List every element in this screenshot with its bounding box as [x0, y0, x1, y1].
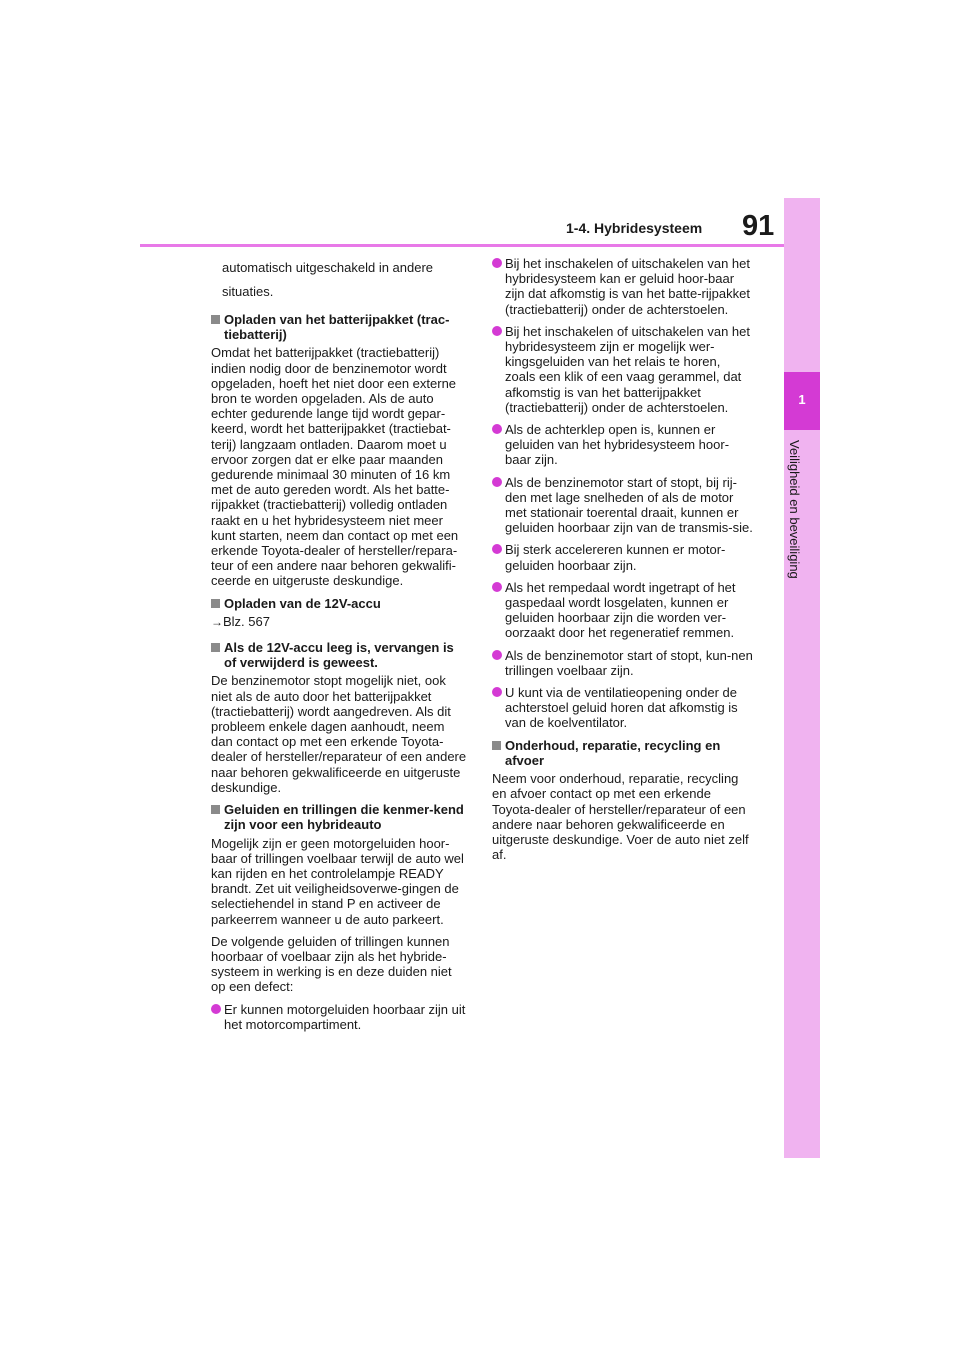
list-item	[492, 256, 754, 317]
list-item-text: Als de benzinemotor start of stopt, kun-nen trillingen voelbaar zijn.	[505, 647, 753, 678]
section-heading	[211, 312, 469, 342]
paragraph: Mogelijk zijn er geen motorgeluiden hoor-baar of trillingen voelbaar terwijl de auto wel kan rijden en het controlelampje READY brandt. Zet uit veiligheidsoverwe-gingen de selectiehendel in stand P en activeer de parkeerrem wanneer u de auto parkeert.	[211, 835, 464, 927]
square-bullet-icon	[211, 643, 220, 652]
square-bullet-icon	[492, 741, 501, 750]
list-item-text: Als het rempedaal wordt ingetrapt of het gaspedaal wordt losgelaten, kunnen er geluiden hoorbaar zijn die worden ver-oorzaakt door het regeneratief remmen.	[505, 579, 736, 641]
intro-text: automatisch uitgeschakeld in andere situaties.	[222, 260, 434, 299]
chapter-title: Veiligheid en beveiliging	[787, 440, 802, 579]
list-item	[492, 685, 754, 731]
circle-bullet-icon	[492, 477, 502, 487]
section-heading	[492, 738, 754, 768]
list-item-text: Als de achterklep open is, kunnen er geluiden van het hybridesysteem hoor-baar zijn.	[505, 422, 730, 468]
paragraph: Omdat het batterijpakket (tractiebatterij) indien nodig door de benzinemotor wordt opgeladen, hoeft het niet door een externe bron te worden opgeladen. Als de auto echter gedurende lange tijd wordt gepar-keerd, wordt het batterijpakket (tractiebat-terij) langzaam ontladen. Daarom moet u ervoor zorgen dat er elke paar maanden gedurende minimaal 30 minuten of 16 km met de auto gereden wordt. Als het batte-rijpakket (tractiebatterij) volledig ontladen raakt en u het hybridesysteem niet meer kunt starten, neem dan contact op met een erkende Toyota-dealer of hersteller/repara-teur of een andere naar behoren gekwalifi-ceerde en uitgeruste deskundige.	[211, 345, 459, 589]
square-bullet-icon	[211, 599, 220, 608]
page-reference	[211, 614, 469, 630]
section-heading	[211, 596, 469, 611]
circle-bullet-icon	[492, 582, 502, 592]
heading-text: Als de 12V-accu leeg is, vervangen is of verwijderd is geweest.	[224, 640, 454, 671]
list-item	[492, 422, 754, 468]
list-item	[492, 580, 754, 641]
circle-bullet-icon	[211, 1004, 221, 1014]
list-item	[492, 542, 754, 572]
list-item-text: Bij sterk accelereren kunnen er motor-geluiden hoorbaar zijn.	[505, 542, 726, 573]
list-item	[211, 1002, 469, 1032]
heading-text: Geluiden en trillingen die kenmer-kend zijn voor een hybrideauto	[224, 802, 464, 833]
left-column	[211, 256, 469, 1039]
section-heading	[211, 802, 469, 832]
list-item-text: Er kunnen motorgeluiden hoorbaar zijn uit het motorcompartiment.	[224, 1001, 466, 1032]
square-bullet-icon	[211, 805, 220, 814]
page-reference-link[interactable]: Blz. 567	[223, 613, 270, 629]
list-item-text: Bij het inschakelen of uitschakelen van het hybridesysteem zijn er mogelijk wer-kingsgeluiden van het relais te horen, zoals een klik of een vaag gerammel, dat afkomstig is van het batterijpakket (tractiebatterij) onder de achterstoelen.	[505, 323, 750, 415]
right-column	[492, 256, 754, 869]
paragraph: De benzinemotor stopt mogelijk niet, ook niet als de auto door het batterijpakket (tractiebatterij) wordt aangedreven. Als dit probleem enkele dagen aanhoudt, neem dan contact op met een erkende Toyota-dealer of hersteller/reparateur of een andere naar behoren gekwalificeerde en uitgeruste deskundige.	[211, 673, 467, 795]
paragraph: Neem voor onderhoud, reparatie, recycling en afvoer contact op met een erkende Toyota-dealer of hersteller/reparateur of een andere naar behoren gekwalificeerde en uitgeruste deskundige. Voer de auto niet zelf af.	[492, 771, 749, 863]
circle-bullet-icon	[492, 258, 502, 268]
heading-text: Opladen van het batterijpakket (trac-tiebatterij)	[224, 312, 450, 343]
list-item	[492, 324, 754, 415]
chapter-number: 1	[798, 392, 806, 407]
section-title: 1-4. Hybridesysteem	[566, 220, 703, 236]
circle-bullet-icon	[492, 650, 502, 660]
list-item	[492, 475, 754, 536]
arrow-right-icon: →	[211, 614, 223, 629]
chapter-side-tab	[784, 198, 820, 1158]
list-item	[492, 648, 754, 678]
circle-bullet-icon	[492, 326, 502, 336]
circle-bullet-icon	[492, 544, 502, 554]
list-item-text: Bij het inschakelen of uitschakelen van het hybridesysteem kan er geluid hoor-baar zijn dat afkomstig is van het batte-rijpakket (tractiebatterij) onder de achterstoelen.	[505, 256, 750, 317]
square-bullet-icon	[211, 315, 220, 324]
header-divider	[140, 244, 784, 247]
circle-bullet-icon	[492, 424, 502, 434]
paragraph: De volgende geluiden of trillingen kunnen hoorbaar of voelbaar zijn als het hybride-systeem in werking is en deze duiden niet op een defect:	[211, 933, 452, 995]
list-item-text: Als de benzinemotor start of stopt, bij rij-den met lage snelheden of als de motor met stationair toerental draait, kunnen er geluiden hoorbaar zijn van de transmis-sie.	[505, 474, 753, 536]
circle-bullet-icon	[492, 687, 502, 697]
heading-text: Onderhoud, reparatie, recycling en afvoer	[505, 737, 721, 768]
page-number: 91	[742, 210, 775, 242]
heading-text: Opladen van de 12V-accu	[224, 595, 381, 611]
section-heading	[211, 640, 469, 670]
list-item-text: U kunt via de ventilatieopening onder de achterstoel geluid horen dat afkomstig is van de koelventilator.	[505, 685, 738, 731]
